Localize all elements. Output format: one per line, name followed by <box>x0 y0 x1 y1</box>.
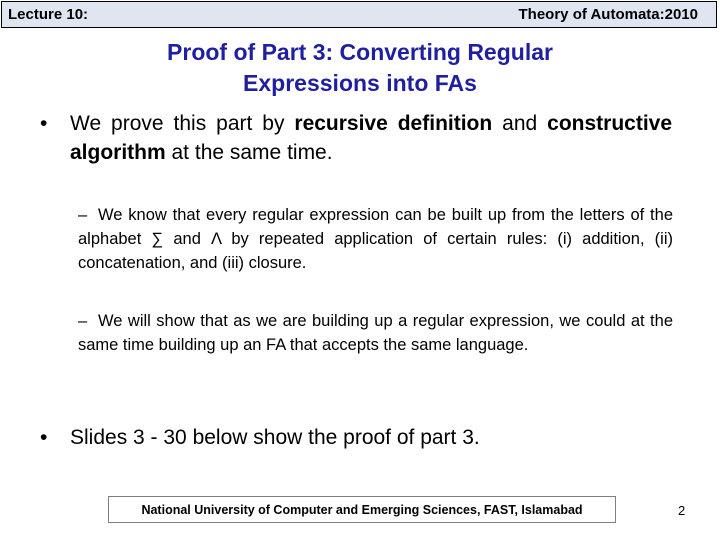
bullet-slides-reference-text: Slides 3 - 30 below show the proof of part 3. <box>70 426 480 449</box>
bullet-text-part: and <box>492 112 548 135</box>
bold-constructive-algorithm: constructive algorithm <box>70 112 673 164</box>
course-title: Theory of Automata:2010 <box>518 6 698 23</box>
slide-title-line-2: Expressions into FAs <box>243 70 477 96</box>
bullet-proof-method-text <box>70 109 672 167</box>
slide-title <box>60 37 660 99</box>
sub-bullet-text: We will show that as we are building up a regular expression, we could at the same time building up an FA that accepts the same language. <box>78 312 673 354</box>
page-number: 2 <box>678 503 686 518</box>
sub-bullet-text: We know that every regular expression can be built up from the letters of the alphabet ∑ and Λ by repeated application of certain rules: (i) addition, (ii) concatenation, and (iii) closure. <box>78 206 673 272</box>
sub-bullet-regular-expression-rules <box>78 203 673 275</box>
bold-recursive-definition: recursive definition <box>294 112 493 135</box>
bullet-proof-method <box>40 109 672 167</box>
sub-bullet-build-fa <box>78 309 673 357</box>
bullet-slides-reference <box>40 423 672 452</box>
header-bar <box>1 1 717 28</box>
bullet-text-part: at the same time. <box>165 141 333 164</box>
footer-institution: National University of Computer and Emerging Sciences, FAST, Islamabad <box>108 496 616 523</box>
bullet-icon: • <box>40 426 48 449</box>
bullet-text-part: We prove this part by <box>70 112 295 135</box>
dash-icon: – <box>78 206 88 224</box>
lecture-label: Lecture 10: <box>8 6 89 23</box>
bullet-icon: • <box>40 112 48 135</box>
dash-icon: – <box>78 312 88 330</box>
slide-title-line-1: Proof of Part 3: Converting Regular <box>167 39 553 65</box>
